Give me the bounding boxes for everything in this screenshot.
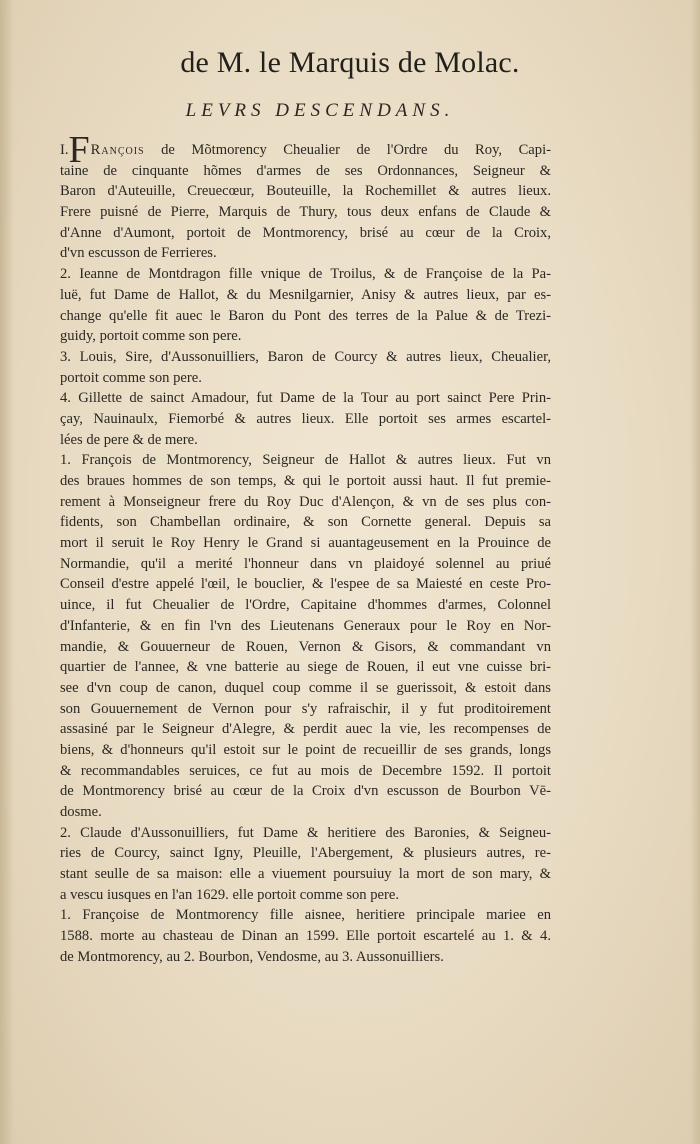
text-line: çay, Nauinaulx, Fiemorbé & autres lieux. Elle portoit ses armes escartel- [60, 410, 551, 427]
text-line: 2. Ieanne de Montdragon fille vnique de Troilus, & de Françoise de la Pa- [60, 266, 551, 283]
text-line: de Montmorency brisé au cœur de la Croix d'vn escusson de Bourbon Vē- [60, 783, 551, 800]
text-line: stant seulle de sa maison: elle a viuement poursuiuy la mort de son mary, & [60, 866, 551, 883]
text-line: Frere puisné de Pierre, Marquis de Thury, tous deux enfans de Claude & [60, 204, 551, 221]
text-line: see d'vn coup de canon, duquel coup comme il se guerissoit, & estoit dans [60, 679, 551, 696]
text-line: des braues hommes de son temps, & qui le portoit aussi haut. Il fut premie- [60, 473, 551, 489]
text-line: d'vn escusson de Ferrieres. [60, 245, 217, 262]
text-line: mandie, & Gouuerneur de Rouen, Vernon & Gisors, & commandant vn [60, 638, 551, 655]
text-line: Baron d'Auteuille, Creuecœur, Bouteuille, la Rochemillet & autres lieux. [60, 183, 551, 200]
running-head: de M. le Marquis de Molac. [180, 46, 520, 79]
text-line: son Gouuernement de Vernon pour s'y rafraischir, il y fut proditoirement [60, 700, 551, 717]
text-line: a vescu iusques en l'an 1629. elle portoit comme son pere. [60, 886, 400, 903]
text-line: rement à Monseigneur frere du Roy Duc d'Alençon, & vn de ses plus con- [60, 493, 551, 510]
text-line: biens, & d'honneurs qu'il estoit sur le point de recueillir de ses grands, longs [60, 741, 551, 758]
text-line: fidents, son Chambellan ordinaire, & son Cornette general. Depuis sa [60, 514, 551, 531]
text-line: 1. Françoise de Montmorency fille aisnee, heritiere principale mariee en [60, 907, 551, 924]
text-line: change qu'elle fit auec le Baron du Pont des terres de la Palue & de Trezi- [60, 307, 551, 324]
text-line: guidy, portoit comme son pere. [60, 328, 242, 345]
text-line: portoit comme son pere. [60, 369, 202, 386]
text-line: quartier de l'annee, & vne batterie au siege de Rouen, il eut vne cuisse bri- [60, 659, 551, 676]
text-line: & recommandables seruices, ce fut au mois de Decembre 1592. Il portoit [60, 762, 551, 779]
entry-number: I. [60, 142, 69, 158]
text-line: luë, fut Dame de Hallot, & du Mesnilgarnier, Anisy & autres lieux, par es- [60, 286, 551, 303]
text-line: lées de pere & de mere. [60, 431, 198, 448]
text-line: dosme. [60, 804, 102, 820]
text-line: 3. Louis, Sire, d'Aussonuilliers, Baron de Courcy & autres lieux, Cheualier, [60, 348, 551, 365]
text-lines [60, 161, 551, 968]
text-line: d'Anne d'Aumont, portoit de Montmorency, brisé au cœur de la Croix, [60, 224, 551, 241]
text-line: 2. Claude d'Aussonuilliers, fut Dame & heritiere des Baronies, & Seigneu- [60, 824, 551, 841]
drop-cap: F [68, 129, 90, 171]
text-line: assasiné par le Seigneur d'Alegre, & perdit auec la vie, les recompenses de [60, 721, 551, 738]
text-line: ries de Courcy, sainct Igny, Pleuille, l'Abergement, & plusieurs autres, re- [60, 845, 551, 862]
text-line: 1588. morte au chasteau de Dinan an 1599. Elle portoit escartelé au 1. & 4. [60, 928, 551, 945]
first-line-rest: de Mõtmorency Cheualier de l'Ordre du Roy, Capi- [161, 142, 551, 158]
text-line: mort il seruit le Roy Henry le Grand si auantageusement en la Prouince de [60, 535, 551, 552]
text-line: Conseil d'estre appelé l'œil, le bouclier, & l'espee de sa Maiesté en ceste Pro- [60, 576, 551, 593]
text-line: 4. Gillette de sainct Amadour, fut Dame de la Tour au port sainct Pere Prin- [60, 390, 551, 407]
page-edge-shadow-left [0, 0, 14, 1144]
text-line: 1. François de Montmorency, Seigneur de Hallot & autres lieux. Fut vn [60, 452, 551, 469]
text-line: taine de cinquante hõmes d'armes de ses Ordonnances, Seigneur & [60, 162, 551, 179]
text-line: Normandie, qu'il a merité l'honneur dans vn plaidoyé solennel au priué [60, 555, 551, 572]
text-line: d'Infanterie, & en fin l'vn des Lieutenans Generaux pour le Roy en Nor- [60, 617, 551, 634]
text-line: uince, il fut Cheualier de l'Ordre, Capitaine d'hommes d'armes, Colonnel [60, 597, 551, 614]
text-line: de Montmorency, au 2. Bourbon, Vendosme, au 3. Aussonuilliers. [60, 948, 444, 965]
section-title: LEVRS DESCENDANS. [185, 100, 455, 121]
body-text [60, 129, 551, 968]
small-caps-name: Rançois [90, 142, 145, 158]
page-edge-shadow-right [690, 0, 700, 1144]
